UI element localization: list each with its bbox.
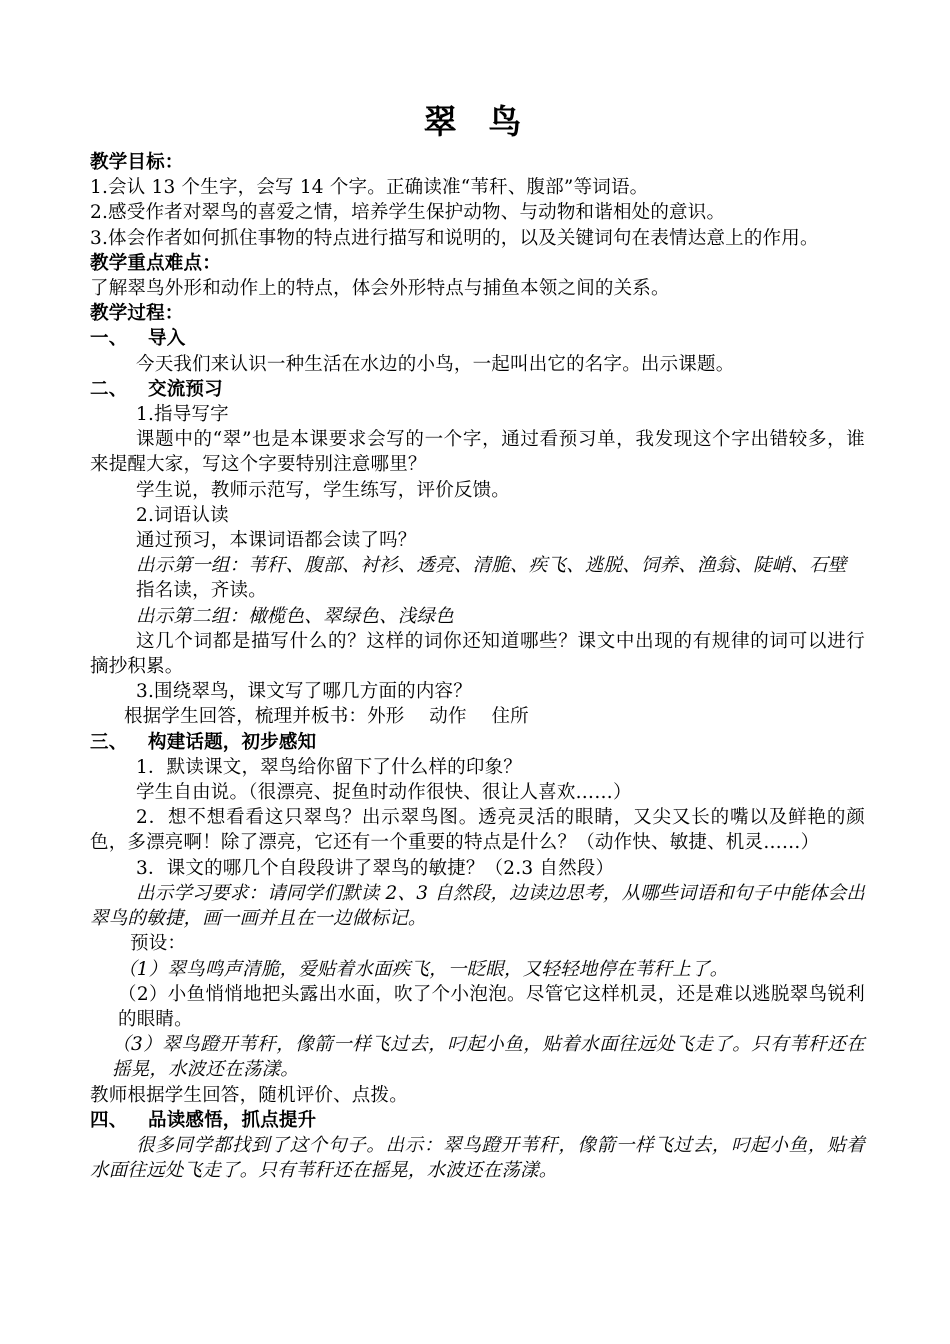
paragraph: 指名读，齐读。 [136,580,267,602]
list-item: （3）翠鸟蹬开苇秆，像箭一样飞过去，叼起小鱼，贴着水面往远处飞走了。只有苇秆还在摇晃，水波还在荡漾。 [112,1034,865,1081]
paragraph: 3．课文的哪几个自段段讲了翠鸟的敏捷？（2.3 自然段） [136,857,615,879]
section-heading [90,326,865,351]
paragraph: 出示第一组：苇秆、腹部、衬衫、透亮、清脆、疾飞、逃脱、饲养、渔翁、陡峭、石壁 [136,555,847,577]
paragraph: 今天我们来认识一种生活在水边的小鸟，一起叫出它的名字。出示课题。 [136,353,735,375]
paragraph: 出示学习要求：请同学们默读 2、3 自然段，边读边思考，从哪些词语和句子中能体会出翠鸟的敏捷，画一画并且在一边做标记。 [90,882,865,930]
list-item: （2）小鱼悄悄地把头露出水面，吹了个小泡泡。尽管它这样机灵，还是难以逃脱翠鸟锐利的眼睛。 [118,983,865,1030]
goal-item: 1.会认 13 个生字，会写 14 个字。正确读准“苇秆、腹部”等词语。 [90,177,649,199]
key-points-text: 了解翠鸟外形和动作上的特点，体会外形特点与捕鱼本领之间的关系。 [90,278,670,300]
subheading: 3.围绕翠鸟，课文写了哪几方面的内容？ [136,681,472,703]
paragraph: 这几个词都是描写什么的？这样的词你还知道哪些？课文中出现的有规律的词可以进行摘抄积累。 [90,630,865,678]
paragraph: 学生说，教师示范写，学生练写，评价反馈。 [136,479,511,501]
paragraph: 2．想不想看看这只翠鸟？出示翠鸟图。透亮灵活的眼睛，又尖又长的嘴以及鲜艳的颜色，多漂亮啊！除了漂亮，它还有一个重要的特点是什么？（动作快、敏捷、机灵……） [90,807,865,854]
section-heading [90,377,865,402]
paragraph: 1．默读课文，翠鸟给你留下了什么样的印象？ [136,756,522,778]
paragraph: 学生自由说。（很漂亮、捉鱼时动作很快、很让人喜欢……） [136,782,632,804]
section-number: 一、 [90,328,128,350]
subheading: 1.指导写字 [136,404,229,426]
document-page [90,100,865,1183]
goal-item: 2.感受作者对翠鸟的喜爱之情，培养学生保护动物、与动物和谐相处的意识。 [90,202,726,224]
paragraph: 课题中的“翠”也是本课要求会写的一个字，通过看预习单，我发现这个字出错较多，谁来提醒大家，写这个字要特别注意哪里？ [90,429,865,476]
paragraph: 教师根据学生回答，随机评价、点拨。 [90,1084,408,1106]
paragraph: 根据学生回答，梳理并板书：外形 动作 住所 [124,706,529,728]
section-number: 四、 [90,1109,128,1131]
paragraph: 预设： [130,933,187,955]
section-title: 交流预习 [148,378,223,400]
page-title: 翠 鸟 [423,102,532,141]
subheading: 2.词语认读 [136,504,229,526]
key-points-heading: 教学重点难点： [90,252,221,274]
section-heading [90,1108,865,1133]
section-number: 二、 [90,378,128,400]
process-heading: 教学过程： [90,303,184,325]
list-item: （1）翠鸟鸣声清脆，爱贴着水面疾飞，一眨眼，又轻轻地停在苇秆上了。 [118,958,729,980]
paragraph: 通过预习，本课词语都会读了吗？ [136,530,417,552]
goals-heading: 教学目标： [90,152,184,173]
section-number: 三、 [90,731,128,753]
goal-item: 3.体会作者如何抓住事物的特点进行描写和说明的，以及关键词句在表情达意上的作用。 [90,227,819,249]
section-title: 品读感悟，抓点提升 [148,1109,317,1131]
section-title: 构建话题，初步感知 [148,731,317,753]
section-heading [90,730,865,755]
paragraph: 很多同学都找到了这个句子。出示：翠鸟蹬开苇秆，像箭一样飞过去，叼起小鱼，贴着水面往远处飞走了。只有苇秆还在摇晃，水波还在荡漾。 [90,1134,865,1182]
paragraph: 出示第二组：橄榄色、翠绿色、浅绿色 [136,605,454,627]
section-title: 导入 [148,328,186,350]
